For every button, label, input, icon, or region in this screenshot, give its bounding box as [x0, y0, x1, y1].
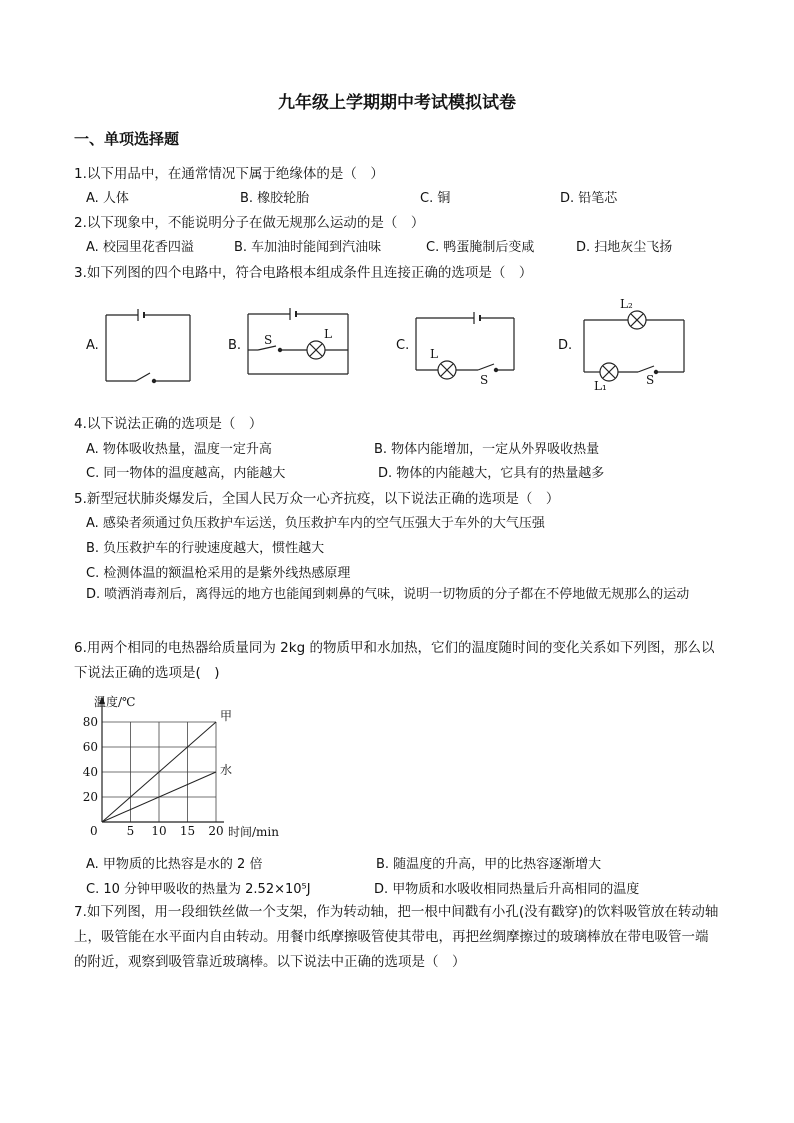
q2-option-c[interactable]: C. 鸭蛋腌制后变咸 — [426, 240, 535, 255]
question-6-stem: 6.用两个相同的电热器给质量同为 2kg 的物质甲和水加热，它们的温度随时间的变化关系如下列图，那么以下说法正确的选项是( ) — [74, 640, 715, 681]
x-tick-label: 15 — [179, 824, 196, 838]
section-heading: 一、单项选择题 — [74, 130, 180, 148]
series-label: 甲 — [220, 709, 233, 723]
y-tick-label: 40 — [82, 765, 98, 779]
question-4-stem: 4.以下说法正确的选项是（ ） — [74, 416, 263, 432]
q3-option-d[interactable]: D. — [558, 338, 573, 353]
question-1-stem: 1.以下用品中，在通常情况下属于绝缘体的是（ ） — [74, 166, 384, 182]
chart-series — [102, 709, 232, 822]
q1-option-d[interactable]: D. 铅笔芯 — [560, 191, 618, 206]
question-7-stem: 7.如下列图，用一段细铁丝做一个支架，作为转动轴，把一根中间戳有小孔(没有戳穿)的饮料吸管放在转动轴上，吸管能在水平面内自由转动。用餐巾纸摩擦吸管使其带电，再把丝绸摩擦过的玻璃棒放在带电吸管一端的附近，观察到吸管靠近玻璃棒。以下说法中正确的选项是（ ） — [74, 904, 719, 970]
question-3-stem: 3.如下列图的四个电路中，符合电路根本组成条件且连接正确的选项是（ ） — [74, 265, 533, 281]
q1-option-c[interactable]: C. 铜 — [420, 191, 451, 206]
circuit-a-diagram — [100, 305, 196, 387]
circuit-c-diagram — [410, 310, 520, 386]
q3-option-a[interactable]: A. — [86, 338, 99, 353]
q2-option-a[interactable]: A. 校园里花香四溢 — [86, 240, 194, 255]
x-tick-label: 5 — [126, 824, 135, 838]
circuit-d-s-label: S — [646, 373, 655, 387]
chart-axes — [99, 696, 224, 822]
chart-y-axis-label: 温度/℃ — [94, 695, 136, 709]
q5-option-b[interactable]: B. 负压救护车的行驶速度越大，惯性越大 — [86, 541, 325, 556]
circuit-c-s-label: S — [480, 373, 489, 386]
circuit-c-l-label: L — [430, 347, 438, 361]
circuit-d-l2-label: L₂ — [620, 297, 633, 311]
q5-option-c[interactable]: C. 检测体温的额温枪采用的是紫外线热感原理 — [86, 566, 351, 581]
circuit-b-diagram — [240, 306, 356, 378]
q1-option-a[interactable]: A. 人体 — [86, 191, 129, 206]
q1-option-b[interactable]: B. 橡胶轮胎 — [240, 191, 310, 206]
q6-option-a[interactable]: A. 甲物质的比热容是水的 2 倍 — [86, 857, 263, 872]
circuit-d-diagram — [576, 296, 690, 392]
y-tick-label: 60 — [82, 740, 98, 754]
q5-option-d[interactable]: D. 喷洒消毒剂后，离得远的地方也能闻到刺鼻的气味，说明一切物质的分子都在不停地做无规那么的运动 — [86, 587, 690, 602]
x-tick-label: 20 — [208, 824, 224, 838]
circuit-b-l-label: L — [324, 327, 332, 341]
temperature-time-chart — [76, 692, 296, 842]
circuit-d-l1-label: L₁ — [594, 379, 607, 392]
chart-x-axis-label: 时间/min — [228, 825, 279, 839]
question-2-stem: 2.以下现象中，不能说明分子在做无规那么运动的是（ ） — [74, 215, 425, 231]
q6-option-b[interactable]: B. 随温度的升高，甲的比热容逐渐增大 — [376, 857, 602, 872]
q3-option-b[interactable]: B. — [228, 338, 242, 353]
q4-option-c[interactable]: C. 同一物体的温度越高，内能越大 — [86, 466, 286, 481]
q4-option-b[interactable]: B. 物体内能增加，一定从外界吸收热量 — [374, 442, 600, 457]
q4-option-a[interactable]: A. 物体吸收热量，温度一定升高 — [86, 442, 272, 457]
q6-option-d[interactable]: D. 甲物质和水吸收相同热量后升高相同的温度 — [374, 882, 640, 897]
x-tick-label: 10 — [151, 824, 167, 838]
y-tick-label: 80 — [82, 715, 98, 729]
circuit-b-s-label: S — [264, 333, 273, 347]
q3-option-c[interactable]: C. — [396, 338, 410, 353]
q2-option-d[interactable]: D. 扫地灰尘飞扬 — [576, 240, 673, 255]
q5-option-a[interactable]: A. 感染者须通过负压救护车运送，负压救护车内的空气压强大于车外的大气压强 — [86, 516, 545, 531]
series-label: 水 — [220, 763, 233, 777]
q6-option-c[interactable]: C. 10 分钟甲吸收的热量为 2.52×10⁵J — [86, 882, 311, 897]
page-title: 九年级上学期期中考试模拟试卷 — [278, 93, 516, 113]
q4-option-d[interactable]: D. 物体的内能越大，它具有的热量越多 — [378, 466, 605, 481]
q2-option-b[interactable]: B. 车加油时能闻到汽油味 — [234, 240, 382, 255]
question-5-stem: 5.新型冠状肺炎爆发后，全国人民万众一心齐抗疫，以下说法正确的选项是（ ） — [74, 491, 560, 507]
chart-origin-label: 0 — [90, 824, 98, 838]
y-tick-label: 20 — [82, 790, 98, 804]
switch-lever — [136, 373, 150, 381]
